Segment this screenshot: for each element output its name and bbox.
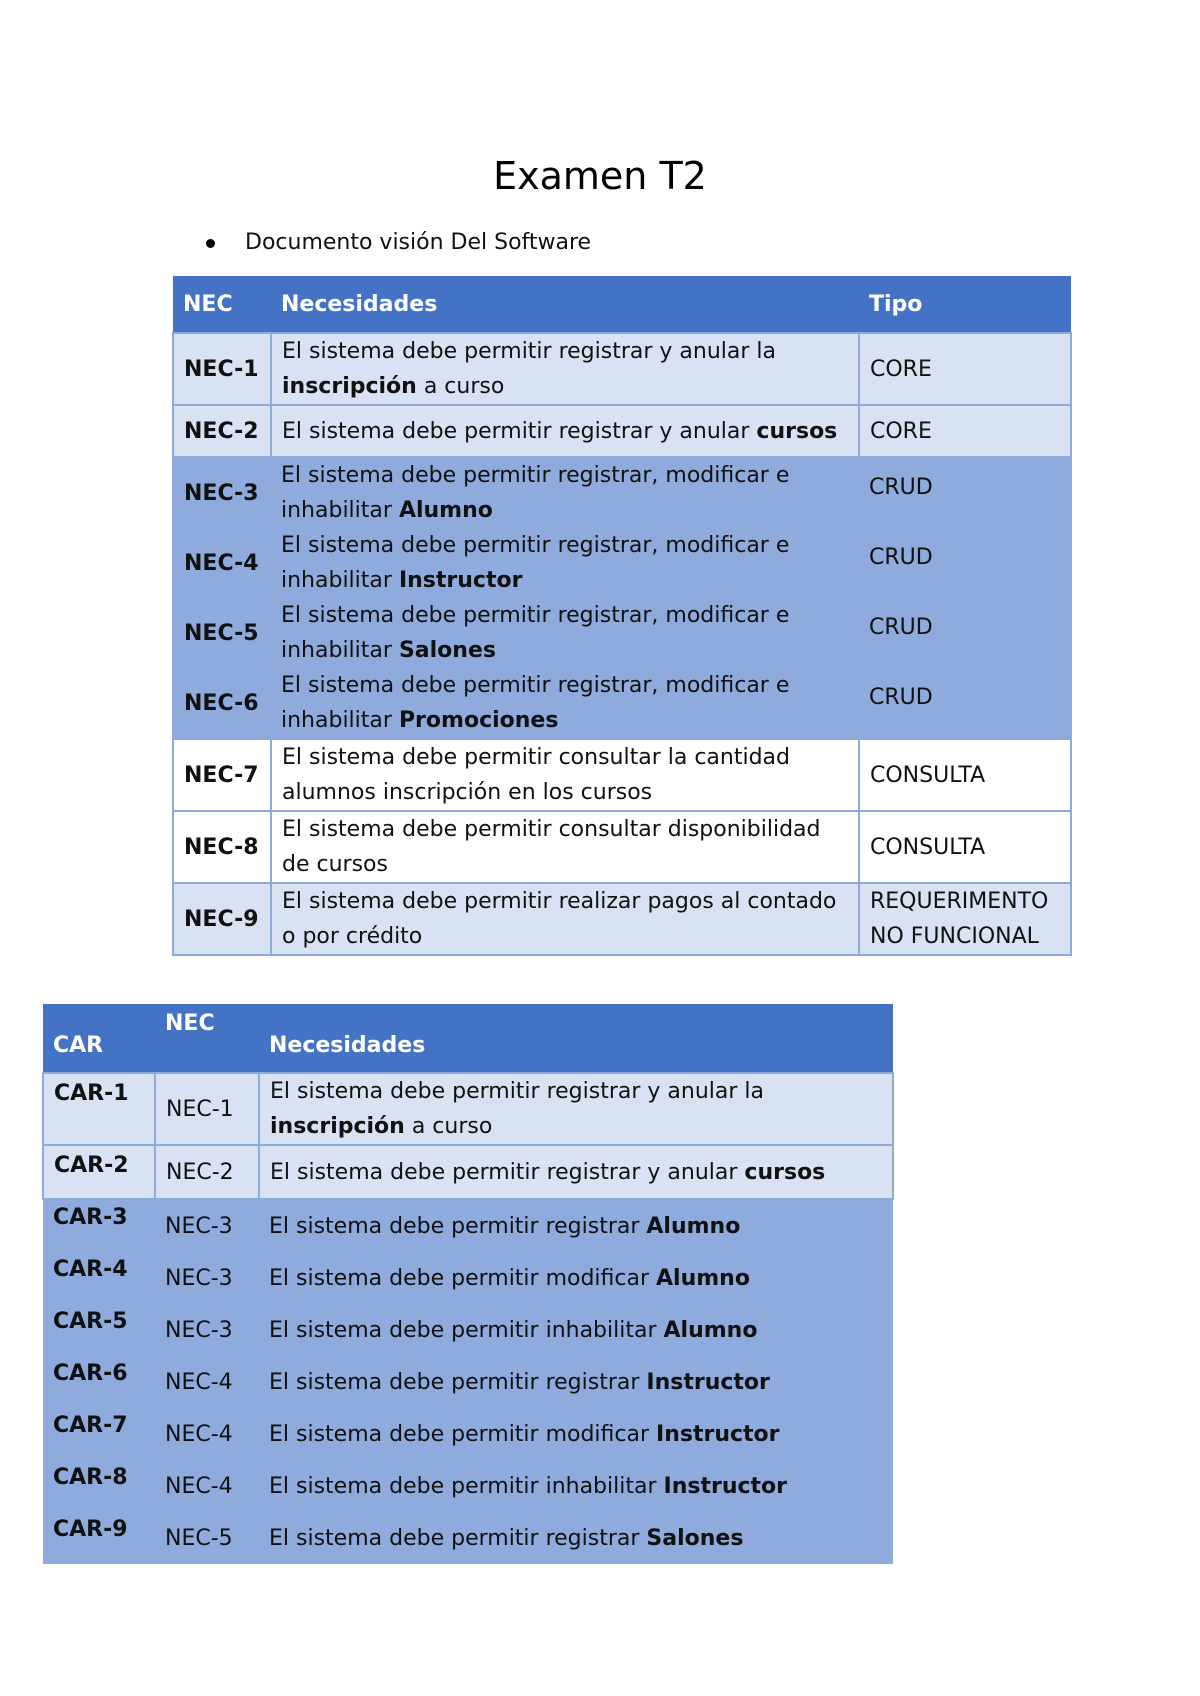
necesidad-post: a curso (404, 1114, 493, 1139)
necesidad-pre: El sistema debe permitir modificar (269, 1265, 657, 1291)
car-nec: NEC-3 (155, 1304, 259, 1356)
car-id: CAR-3 (43, 1199, 155, 1252)
car-row (43, 1408, 893, 1460)
header-necesidades: Necesidades (271, 276, 859, 333)
car-nec: NEC-5 (155, 1512, 259, 1564)
necesidad-bold: Salones (398, 638, 496, 663)
tipo: CONSULTA (859, 811, 1071, 883)
header-nec: NEC (173, 276, 271, 333)
necesidad-pre: El sistema debe permitir registrar (269, 1213, 647, 1239)
nec-id: NEC-2 (173, 405, 271, 457)
necesidad-bold: Alumno (646, 1213, 741, 1239)
necesidad-text (271, 598, 859, 668)
necesidad-pre: El sistema debe permitir inhabilitar (269, 1317, 664, 1343)
nec-row (173, 528, 1071, 598)
nec-id: NEC-5 (173, 598, 271, 668)
document-title: Examen T2 (493, 154, 707, 198)
nec-row (173, 811, 1071, 883)
nec-id: NEC-1 (173, 333, 271, 405)
necesidad-bold: Promociones (398, 708, 559, 733)
car-nec: NEC-4 (155, 1408, 259, 1460)
header-tipo: Tipo (859, 276, 1071, 333)
bullet-item: Documento visión Del Software (245, 230, 592, 255)
necesidad-pre: El sistema debe permitir registrar y anular la (270, 1079, 765, 1104)
bullet-icon (206, 239, 215, 248)
necesidad-bold: Alumno (398, 498, 493, 523)
necesidad-bold: cursos (756, 418, 838, 444)
car-id: CAR-4 (43, 1252, 155, 1304)
necesidad-bold: cursos (744, 1159, 826, 1185)
car-row (43, 1356, 893, 1408)
necesidad-pre: El sistema debe permitir modificar (269, 1421, 657, 1447)
nec-row (173, 457, 1071, 528)
tipo: CRUD (859, 457, 1071, 528)
car-id: CAR-5 (43, 1304, 155, 1356)
car-nec: NEC-3 (155, 1252, 259, 1304)
car-nec: NEC-4 (155, 1356, 259, 1408)
necesidad-pre: El sistema debe permitir registrar y anular (270, 1159, 745, 1185)
nec-id: NEC-8 (173, 811, 271, 883)
nec-row (173, 883, 1071, 955)
car-nec: NEC-3 (155, 1199, 259, 1252)
necesidad-bold: inscripción (282, 374, 417, 399)
necesidad-bold: Alumno (656, 1265, 750, 1291)
nec-row (173, 598, 1071, 668)
car-nec: NEC-2 (155, 1145, 259, 1199)
necesidad-pre: El sistema debe permitir realizar pagos al contado o por crédito (282, 889, 837, 949)
necesidad-text (271, 668, 859, 739)
necesidad-text (259, 1460, 893, 1512)
car-nec: NEC-1 (155, 1073, 259, 1145)
necesidad-pre: El sistema debe permitir registrar (269, 1369, 647, 1395)
necesidad-pre: El sistema debe permitir registrar, modificar e inhabilitar (281, 673, 790, 733)
necesidad-pre: El sistema debe permitir inhabilitar (269, 1473, 664, 1499)
necesidad-text (259, 1356, 893, 1408)
necesidad-text (259, 1199, 893, 1252)
necesidad-pre: El sistema debe permitir registrar, modificar e inhabilitar (281, 463, 790, 523)
necesidad-text (259, 1145, 893, 1199)
nec-table (172, 276, 1072, 956)
necesidad-text (271, 457, 859, 528)
car-id: CAR-9 (43, 1512, 155, 1564)
nec-row (173, 333, 1071, 405)
tipo: CORE (859, 333, 1071, 405)
header-nec: NEC (155, 1004, 259, 1073)
necesidad-bold: Alumno (663, 1317, 758, 1343)
necesidad-pre: El sistema debe permitir registrar y anular (282, 418, 757, 444)
car-id: CAR-7 (43, 1408, 155, 1460)
necesidad-text (259, 1408, 893, 1460)
necesidad-text (259, 1252, 893, 1304)
necesidad-pre: El sistema debe permitir consultar la cantidad alumnos inscripción en los cursos (282, 745, 790, 805)
car-row (43, 1252, 893, 1304)
nec-row (173, 405, 1071, 457)
car-row (43, 1073, 893, 1145)
necesidad-text (271, 811, 859, 883)
header-necesidades: Necesidades (259, 1004, 893, 1073)
necesidad-pre: El sistema debe permitir consultar disponibilidad de cursos (282, 817, 821, 877)
necesidad-bold: Instructor (398, 568, 523, 593)
tipo: REQUERIMENTO NO FUNCIONAL (859, 883, 1071, 955)
necesidad-bold: Instructor (646, 1369, 770, 1395)
necesidad-text (259, 1073, 893, 1145)
necesidad-text (259, 1304, 893, 1356)
necesidad-bold: inscripción (270, 1114, 405, 1139)
necesidad-pre: El sistema debe permitir registrar, modificar e inhabilitar (281, 603, 790, 663)
nec-row (173, 668, 1071, 739)
nec-table-header (173, 276, 1071, 333)
nec-row (173, 739, 1071, 811)
car-row (43, 1145, 893, 1199)
necesidad-text (271, 405, 859, 457)
nec-id: NEC-9 (173, 883, 271, 955)
car-table (42, 1004, 894, 1564)
tipo: CORE (859, 405, 1071, 457)
tipo: CRUD (859, 668, 1071, 739)
tipo: CRUD (859, 528, 1071, 598)
necesidad-post: a curso (416, 374, 505, 399)
necesidad-text (271, 333, 859, 405)
car-row (43, 1304, 893, 1356)
car-id: CAR-8 (43, 1460, 155, 1512)
necesidad-pre: El sistema debe permitir registrar (269, 1525, 647, 1551)
car-row (43, 1199, 893, 1252)
nec-id: NEC-3 (173, 457, 271, 528)
necesidad-bold: Instructor (656, 1421, 780, 1447)
nec-id: NEC-4 (173, 528, 271, 598)
necesidad-bold: Instructor (663, 1473, 788, 1499)
car-table-header (43, 1004, 893, 1073)
car-nec: NEC-4 (155, 1460, 259, 1512)
car-id: CAR-6 (43, 1356, 155, 1408)
car-id: CAR-2 (43, 1145, 155, 1199)
tipo: CONSULTA (859, 739, 1071, 811)
nec-id: NEC-6 (173, 668, 271, 739)
nec-id: NEC-7 (173, 739, 271, 811)
car-row (43, 1460, 893, 1512)
necesidad-text (271, 528, 859, 598)
car-row (43, 1512, 893, 1564)
necesidad-text (271, 883, 859, 955)
header-car: CAR (43, 1004, 155, 1073)
tipo: CRUD (859, 598, 1071, 668)
car-id: CAR-1 (43, 1073, 155, 1145)
necesidad-bold: Salones (646, 1525, 744, 1551)
necesidad-pre: El sistema debe permitir registrar, modificar e inhabilitar (281, 533, 790, 593)
necesidad-text (259, 1512, 893, 1564)
necesidad-text (271, 739, 859, 811)
necesidad-pre: El sistema debe permitir registrar y anular la (282, 339, 777, 364)
